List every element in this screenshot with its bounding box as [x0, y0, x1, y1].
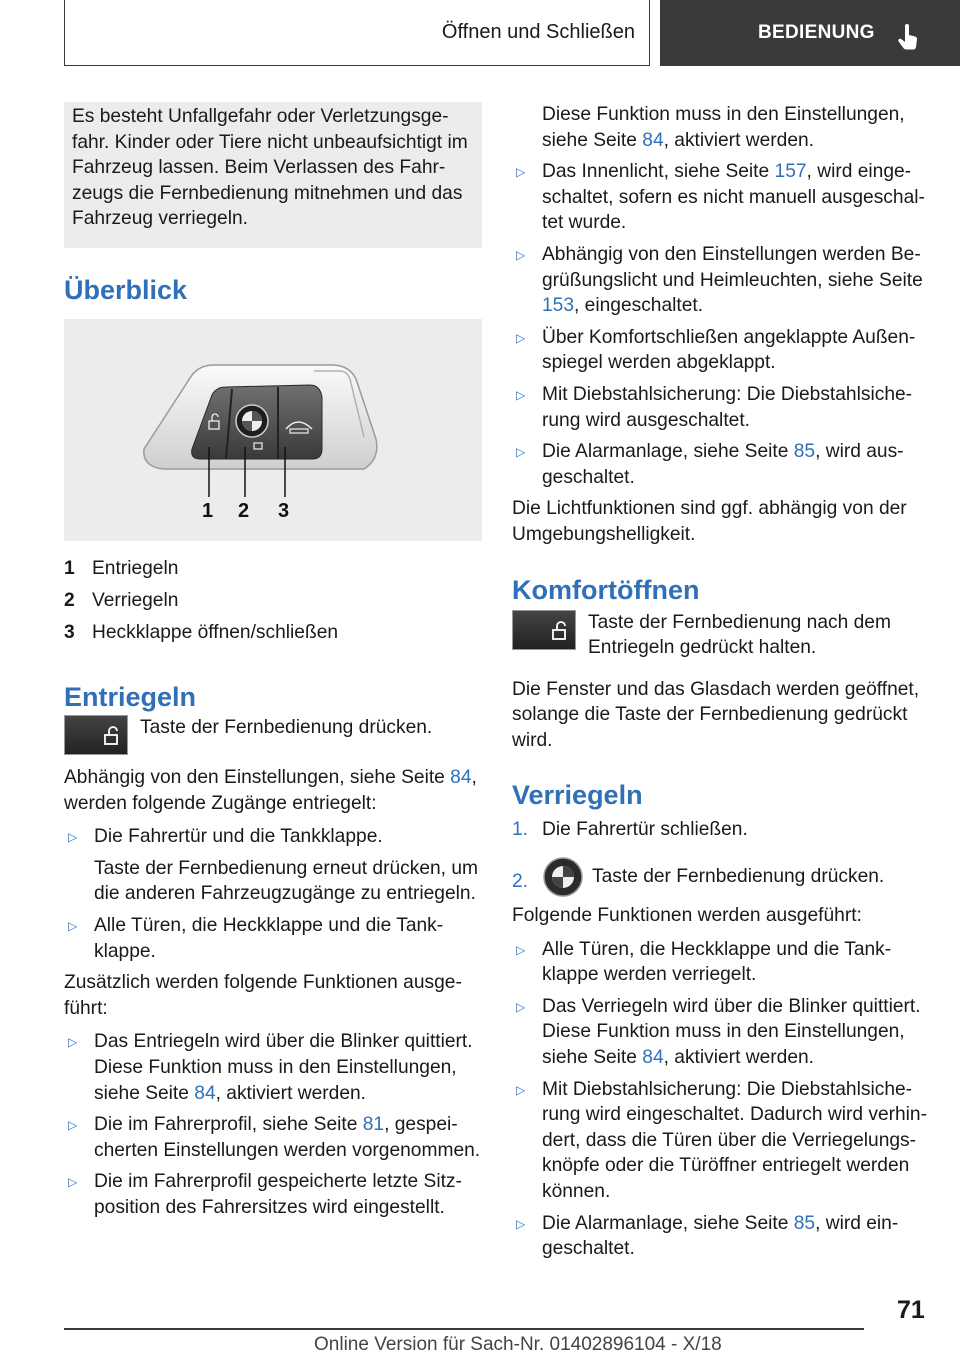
unlock-instruction [64, 715, 482, 755]
section-title: Öffnen und Schließen [441, 21, 635, 43]
bmw-logo-icon [542, 856, 584, 898]
overview-heading: Überblick [64, 275, 188, 305]
legend-item [64, 553, 482, 585]
legend-text: Verriegeln [92, 590, 179, 611]
list-item [64, 1029, 482, 1106]
page-link[interactable]: 157 [774, 161, 807, 183]
key-fob-illustration [64, 319, 482, 541]
comfort-instruction [512, 610, 930, 661]
list-item: ▷ Mit Diebstahlsicherung: Die Diebstahlsicherung wird eingeschaltet. Dadurch wird verhindert, dass die Türen über die Verriegelungsknöpfe oder die Türöffner entriegelt werden können. [512, 1077, 930, 1205]
legend-item [64, 585, 482, 617]
legend-text: Entriegeln [92, 558, 179, 579]
text: Die Alarmanlage, siehe Seite [542, 441, 794, 463]
unlock-functions-list [64, 1029, 482, 1220]
legend-number: 3 [64, 622, 75, 643]
callout-2: 2 [238, 500, 250, 522]
text: Das Entriegeln wird über die Blinker quittiert. Diese Funktion muss in den Einstellungen, siehe Seite [94, 1031, 473, 1104]
page-link[interactable]: 153 [542, 295, 575, 317]
unlock-button-text: Taste der Fernbedienung drücken. [140, 717, 433, 738]
list-item [512, 242, 930, 319]
page-link[interactable]: 85 [793, 441, 816, 463]
list-item [512, 994, 930, 1071]
continued-text [512, 102, 930, 153]
text: , gespeicherten Einstellungen werden vorgenommen. [94, 1114, 481, 1161]
unlock-paragraph [64, 765, 482, 816]
chapter-title: BEDIENUNG [758, 22, 875, 43]
text: Abhängig von den Einstellungen werden Begrüßungslicht und Heimleuchten, siehe Seite [542, 243, 923, 291]
step-number: 1. [512, 819, 529, 841]
page-header [64, 0, 960, 66]
list-item: ▷ Mit Diebstahlsicherung: Die Diebstahlsicherung wird ausgeschaltet. [512, 382, 930, 433]
step-text: Taste der Fernbedienung drücken. [592, 866, 885, 888]
legend-number: 2 [64, 590, 75, 611]
page-link[interactable]: 85 [793, 1212, 816, 1234]
list-item: ▷ Über Komfortschließen angeklappte Außenspiegel werden abgeklappt. [512, 325, 930, 376]
legend-list [64, 553, 482, 649]
unlock-functions-list-cont [512, 159, 930, 490]
key-fob-image [64, 319, 482, 541]
unlock-icon [551, 621, 571, 641]
list-item [512, 159, 930, 236]
warning-text: Es besteht Unfallgefahr oder Verletzungsgefahr. Kinder oder Tiere nicht unbeaufsichtigt im Fahrzeug lassen. Beim Verlassen des Fahrzeugs die Fernbedienung mitnehmen und das Fahrzeug verriegeln. [72, 106, 468, 230]
page-link[interactable]: 84 [642, 1047, 664, 1069]
text: , werden folgende Zugänge entriegelt: [64, 767, 477, 814]
list-item [64, 1112, 482, 1163]
comfort-paragraph: Die Fenster und das Glasdach werden geöffnet, solange die Taste der Fernbedienung gedrückt wird. [512, 678, 920, 751]
text: , aktiviert werden. [215, 1082, 366, 1104]
chapter-tab[interactable] [660, 0, 960, 66]
section-tab[interactable] [64, 0, 650, 66]
comfort-heading: Komfortöffnen [512, 574, 700, 605]
step-number: 2. [512, 871, 529, 893]
list-item [64, 824, 482, 907]
list-item: ▷ Alle Türen, die Heckklappe und die Tankklappe. [64, 913, 482, 964]
unlock-icon [103, 726, 123, 746]
sub-text: Taste der Fernbedienung erneut drücken, um die anderen Fahrzeugzugänge zu entriegeln. [94, 857, 478, 905]
warning-box [64, 102, 482, 248]
page-link[interactable]: 84 [450, 767, 472, 788]
text: Abhängig von den Einstellungen, siehe Seite [64, 767, 451, 788]
unlock-button-image [512, 610, 576, 650]
callout-3: 3 [278, 500, 290, 522]
right-column [512, 102, 930, 1268]
text: Die Alarmanlage, siehe Seite [542, 1212, 794, 1234]
text: Das Innenlicht, siehe Seite [542, 161, 775, 183]
text: , wird ausgeschaltet. [542, 441, 904, 488]
page-number: 71 [897, 1296, 925, 1324]
list-item [512, 1211, 930, 1262]
unlock-access-list [64, 824, 482, 964]
step-item [512, 817, 930, 843]
callout-1: 1 [202, 500, 214, 522]
unlock-button-image [64, 715, 128, 755]
footer-divider [64, 1328, 864, 1330]
step-item [512, 857, 930, 897]
step-text: Die Fahrertür schließen. [542, 819, 748, 841]
lock-paragraph: Folgende Funktionen werden ausgeführt: [512, 905, 862, 927]
online-version-text: Online Version für Sach-Nr. 01402896104 - X/18 [314, 1334, 722, 1355]
page-link[interactable]: 81 [362, 1114, 385, 1136]
left-column [64, 102, 482, 1227]
page-link[interactable]: 84 [194, 1082, 216, 1104]
hand-pointer-icon [896, 24, 920, 52]
legend-text: Heckklappe öffnen/schließen [92, 622, 339, 643]
legend-item [64, 617, 482, 649]
list-item [512, 439, 930, 490]
lock-functions-list [512, 937, 930, 1262]
text: , eingeschaltet. [574, 295, 704, 317]
extra-functions-paragraph: Zusätzlich werden folgende Funktionen ausgeführt: [64, 972, 462, 1019]
lock-steps [512, 817, 930, 897]
legend-number: 1 [64, 558, 75, 579]
text: , wird eingeschaltet, sofern es nicht manuell ausgeschaltet wurde. [542, 161, 925, 234]
lock-heading: Verriegeln [512, 780, 643, 811]
light-paragraph: Die Lichtfunktionen sind ggf. abhängig von der Umgebungshelligkeit. [512, 498, 907, 545]
text: , aktiviert werden. [663, 1047, 814, 1069]
unlock-heading: Entriegeln [64, 682, 197, 712]
comfort-button-text: Taste der Fernbedienung nach dem Entriegeln gedrückt halten. [588, 611, 891, 659]
page-link[interactable]: 84 [642, 129, 664, 151]
list-item: ▷ Alle Türen, die Heckklappe und die Tankklappe werden verriegelt. [512, 937, 930, 988]
text: Die Fahrertür und die Tankklappe. [94, 826, 383, 848]
list-item: ▷ Die im Fahrerprofil gespeicherte letzte Sitzposition des Fahrersitzes wird eingestellt. [64, 1169, 482, 1220]
text: , aktiviert werden. [663, 129, 814, 151]
text: Das Verriegeln wird über die Blinker quittiert. Diese Funktion muss in den Einstellungen, siehe Seite [542, 995, 921, 1069]
text: , wird eingeschaltet. [542, 1212, 899, 1260]
text: Diese Funktion muss in den Einstellungen, siehe Seite [542, 104, 905, 151]
text: Die im Fahrerprofil, siehe Seite [94, 1114, 363, 1136]
